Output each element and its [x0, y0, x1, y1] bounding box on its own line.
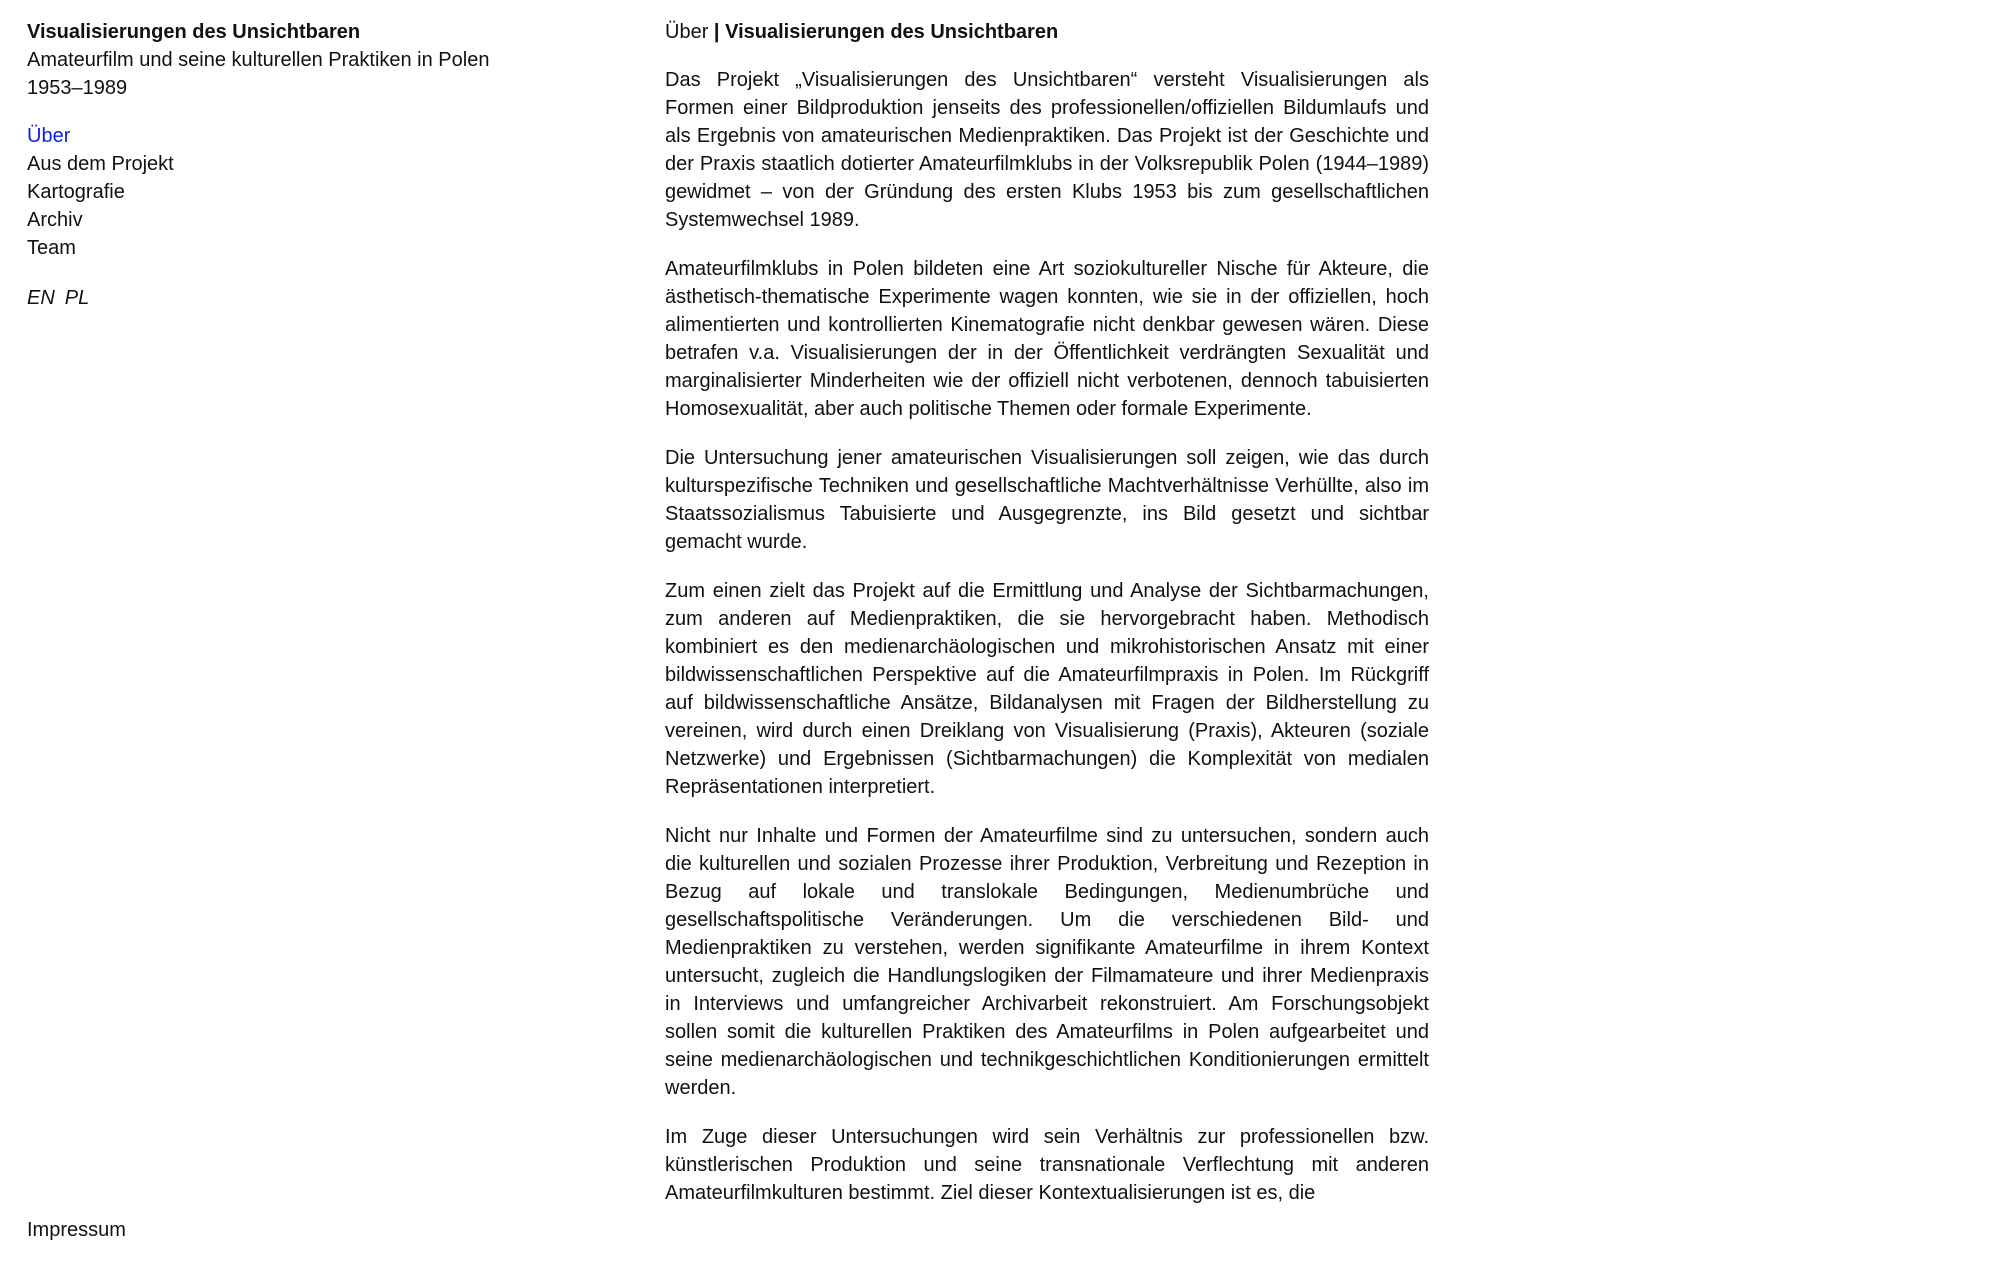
impressum-link[interactable]: Impressum — [27, 1219, 126, 1241]
site-years: 1953–1989 — [27, 77, 128, 99]
paragraph: Das Projekt „Visualisierungen des Unsichtbaren“ versteht Visualisierungen als Formen einer Bildproduktion jenseits des professionellen/offiziellen Bildumlaufs und als Ergebnis von amateurischen Medienpraktiken. Das Projekt ist der Geschichte und der Praxis staatlich dotierter Amateurfilmklubs in der Volksrepublik Polen (1944–1989) gewidmet – von der Gründung des ersten Klubs 1953 bis zum gesellschaftlichen Systemwechsel 1989. — [665, 69, 1429, 231]
paragraph: Die Untersuchung jener amateurischen Visualisierungen soll zeigen, wie das durch kulturspezifische Techniken und gesellschaftliche Machtverhältnisse Verhüllte, also im Staatssozialismus Tabuisierte und Ausgegrenzte, ins Bild gesetzt und sichtbar gemacht wurde. — [665, 447, 1429, 553]
lang-pl-link[interactable]: PL — [64, 287, 90, 309]
language-switcher — [27, 284, 99, 312]
main-nav — [27, 122, 174, 262]
heading-separator: | — [713, 21, 720, 43]
lang-en-link[interactable]: EN — [27, 287, 55, 309]
heading-section: Über — [665, 21, 709, 43]
page-heading — [665, 18, 1429, 46]
paragraph: Im Zuge dieser Untersuchungen wird sein Verhältnis zur professionellen bzw. künstlerischen Produktion und seine transnationale Verflechtung mit anderen Amateurfilmkulturen bestimmt. Ziel dieser Kontextualisierungen ist es, die — [665, 1126, 1429, 1204]
main-content — [665, 18, 1429, 1228]
nav-item-archiv[interactable]: Archiv — [27, 209, 83, 231]
site-title[interactable]: Visualisierungen des Unsichtbaren — [27, 21, 361, 43]
paragraph: Nicht nur Inhalte und Formen der Amateurfilme sind zu untersuchen, sondern auch die kulturellen und sozialen Prozesse ihrer Produktion, Verbreitung und Rezeption in Bezug auf lokale und translokale Bedingungen, Medienumbrüche und gesellschaftspolitische Veränderungen. Um die verschiedenen Bild- und Medienpraktiken zu verstehen, werden signifikante Amateurfilme in ihrem Kontext untersucht, zugleich die Handlungslogiken der Filmamateure und ihrer Medienpraxis in Interviews und umfangreicher Archivarbeit rekonstruiert. Am Forschungsobjekt sollen somit die kulturellen Praktiken des Amateurfilms in Polen aufgearbeitet und seine medienarchäologischen und technikgeschichtlichen Konditionierungen ermittelt werden. — [665, 825, 1429, 1099]
site-subtitle: Amateurfilm und seine kulturellen Praktiken in Polen — [27, 49, 490, 71]
sidebar — [27, 0, 587, 1262]
heading-title: Visualisierungen des Unsichtbaren — [725, 21, 1059, 43]
nav-item-kartografie[interactable]: Kartografie — [27, 181, 125, 203]
paragraph: Amateurfilmklubs in Polen bildeten eine Art soziokultureller Nische für Akteure, die ästhetisch-thematische Experimente wagen konnten, wie sie in der offiziellen, hoch alimentierten und kontrollierten Kinematografie nicht denkbar gewesen wären. Diese betrafen v.a. Visualisierungen der in der Öffentlichkeit verdrängten Sexualität und marginalisierter Minderheiten wie der offiziell nicht verbotenen, dennoch tabuisierten Homosexualität, aber auch politische Themen oder formale Experimente. — [665, 258, 1429, 420]
nav-item-team[interactable]: Team — [27, 237, 76, 259]
nav-item-ueber[interactable]: Über — [27, 125, 71, 147]
paragraph: Zum einen zielt das Projekt auf die Ermittlung und Analyse der Sichtbarmachungen, zum anderen auf Medienpraktiken, die sie hervorgebracht haben. Methodisch kombiniert es den medienarchäologischen und mikrohistorischen Ansatz mit einer bildwissenschaftlichen Perspektive auf die Amateurfilmpraxis in Polen. Im Rückgriff auf bildwissenschaftliche Ansätze, Bildanalysen mit Fragen der Bildherstellung zu vereinen, wird durch einen Dreiklang von Visualisierung (Praxis), Akteuren (soziale Netzwerke) und Ergebnissen (Sichtbarmachungen) die Komplexität von medialen Repräsentationen interpretiert. — [665, 580, 1429, 798]
nav-item-aus-dem-projekt[interactable]: Aus dem Projekt — [27, 153, 174, 175]
